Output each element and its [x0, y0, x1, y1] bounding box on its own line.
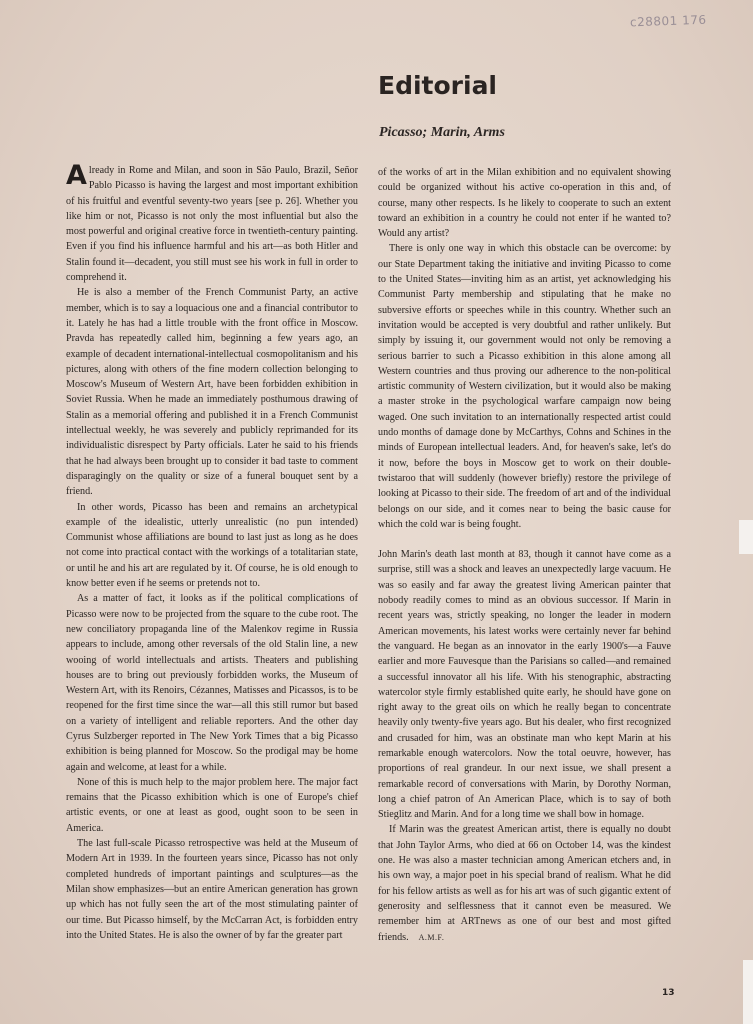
page-subtitle: Picasso; Marin, Arms	[379, 125, 505, 140]
paragraph: John Marin's death last month at 83, though it cannot have come as a surprise, still was a shock and leaves an unexpectedly large vacuum. He was so easily and far away the greatest living American painter that nobody readily comes to mind as an obvious successor. If Marin in recent years was, strictly speaking, no longer the leader in modern American movements, his latest works were certainly never far behind the vanguard. He began as an innovator in the early 1900's—a Fauve earlier and more Fauvesque than the Parisians so called—and remained a successful innovator all his life. With his stenographic, abstracting watercolor style firmly established quite early, he should have gone on right away to the great oils on which he really began to concentrate heavily only twenty-five years ago. But his dealer, who first recognized and crusaded for him, was an obstinate man who kept Marin at his remarkable enough watercolors. Now the total oeuvre, however, has proportions of real grandeur. In our next issue, we shall present a remarkable record of conversations with Marin, by Dorothy Norman, long a chief patron of An American Place, which is to say of both Stieglitz and Marin. And for a long time we shall bow in homage.	[378, 549, 671, 821]
paragraph: The last full-scale Picasso retrospective was held at the Museum of Modern Art in 1939. In the fourteen years since, Picasso has not only completed hundreds of important paintings and sculptures—as the Milan show emphasizes—but an entire American generation has grown up which has not fully seen the art of the most stimulating painter of our time. But Picasso himself, by the McCarran Act, is forbidden entry into the United States. He is also the owner of by far the greater part	[66, 838, 358, 941]
pencil-annotation: c28801 176	[629, 12, 707, 30]
paragraph: of the works of art in the Milan exhibition and no equivalent showing could be organized without his active co-operation in this and, of course, many other respects. Is he likely to cooperate to such an extent toward an exhibition in a country he could not enter if he wanted to? Would any artist?	[378, 167, 671, 240]
paragraph: As a matter of fact, it looks as if the political complications of Picasso were now to be projected from the square to the cube root. The new conciliatory propaganda line of the Malenkov regime in Russia appears to include, among other reversals of the old Stalin line, a new wooing of world intellectuals and artists. Theaters and publishing houses are to bring out previously forbidden works, the Museum of Western Art, with its Renoirs, Cézannes, Matisses and Picassos, is to be reopened for the first time since the war—all this still rumor but based on a variety of intelligent and reliable reporters. And the other day Cyrus Sulzberger reported in The New York Times that a big Picasso exhibition is being planned for Moscow. So the prodigal may be home again and welcome, at least for a while.	[66, 593, 358, 773]
drop-cap: A	[66, 160, 87, 191]
left-column	[66, 160, 358, 943]
torn-edge	[743, 960, 753, 1024]
paragraph: There is only one way in which this obstacle can be overcome: by our State Department taking the initiative and inviting Picasso to come to the United States—inviting him as an artist, yet acknowledging his Communist Party membership and stipulating that he make no subversive efforts or speeches while in this country. Whether such an invitation would be accepted is very doubtful and rather unlikely. But simply by issuing it, our government would not only be removing a serious barrier to such a Picasso exhibition in this alone among all Western countries and thus proving our adherence to the non-political artistic community of Western civilization, but it would also be making a master stroke in the psychological warfare campaign now being waged. One such invitation to an internationally respected artist could undo months of damage done by McCarthys, Cohns and Schines in the minds of European intellectual leaders. And, for heaven's sake, let's do it now, before the boys in Moscow get to work on their double-twistaroo that will suddenly (however briefly) restore the privilege of looking at Picasso to their side. The freedom of art and of the individual belongs on our side, and it comes near to being the basic cause for which the cold war is being fought.	[378, 243, 671, 530]
page-title: Editorial	[378, 71, 498, 100]
paragraph: In other words, Picasso has been and remains an archetypical example of the idealistic, utterly unrealistic (no pun intended) Communist whose affiliations are bound to last just as long as he does not come into practical contact with the workings of a totalitarian state, or until he and his art are regulated by it. Of course, he is old enough to know better even if he seems or pretends not to.	[66, 501, 358, 590]
paragraph	[66, 160, 358, 285]
paragraph-text: If Marin was the greatest American artist, there is equally no doubt that John Taylor Arms, who died at 66 on October 14, was the kindest one. He was also a master technician among American etchers and, in his own way, a major poet in his special brand of realism. What he did for his fellow artists as well as for his art was of such gigantic extent of generosity and selflessness that it cannot even be measured. We remember him at ARTnews as one of our best and most gifted friends.	[378, 824, 671, 943]
right-column	[378, 165, 671, 945]
paragraph: None of this is much help to the major problem here. The major fact remains that the Picasso exhibition which is one of Europe's chief artistic events, or one at least as good, ought soon to be seen in America.	[66, 776, 358, 834]
page-number: 13	[662, 988, 675, 998]
paragraph: He is also a member of the French Communist Party, an active member, which is to say a loquacious one and a financial contributor to it. Lately he has had a little trouble with the front office in Moscow. Pravda has repeatedly called him, beginning a few years ago, an example of decadent international-intellectual cosmopolitanism and his pictures, along with others of the fine modern collection belonging to Moscow's Museum of Western Art, have been forbidden exhibition in Soviet Russia. When he made an immediately posthumous drawing of Stalin as a memorial offering and published it in a French Communist intellectual weekly, he was severely and publicly reprimanded for its individualistic disrespect by Party officials. Later he said to his friends that he had always been brought up to consider it bad taste to comment disparagingly on the quality or size of a funeral bouquet sent by a friend.	[66, 287, 358, 498]
torn-edge	[739, 520, 753, 554]
author-signature: A.M.F.	[418, 932, 445, 942]
paragraph-text: lready in Rome and Milan, and soon in São Paulo, Brazil, Señor Pablo Picasso is having the largest and most important exhibition of his fruitful and eventful seventy-two years [see p. 26]. Whether you like him or not, Picasso is not only the most influential but also the most powerful and original creative force in twentieth-century painting. Even if you find his influence harmful and his art—as both Hitler and Stalin found it—decadent, you still must see his work in full in order to comprehend it.	[66, 165, 358, 284]
paragraph	[378, 822, 671, 944]
